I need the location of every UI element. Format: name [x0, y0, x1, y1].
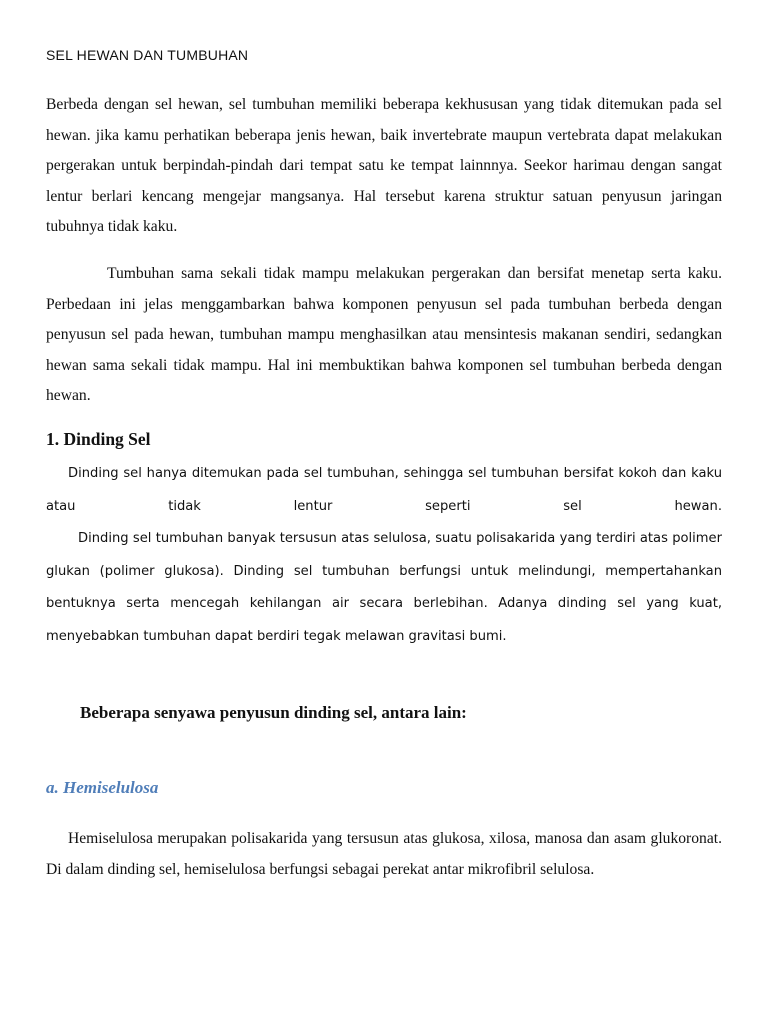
intro-paragraph: Berbeda dengan sel hewan, sel tumbuhan memiliki beberapa kekhususan yang tidak ditemukan pada sel hewan. jika kamu perhatikan beberapa jenis hewan, baik invertebrate maupun vertebrata dapat melakukan pergerakan untuk berpindah-pindah dari tempat satu ke tempat lainnnya. Seekor harimau dengan sangat lentur berlari kencang mengejar mangsanya. Hal tersebut karena struktur satuan penyusun jaringan tubuhnya tidak kaku. [46, 96, 722, 235]
compounds-heading: Beberapa senyawa penyusun dinding sel, antara lain: [80, 703, 467, 722]
cell-wall-paragraph-2: Dinding sel tumbuhan banyak tersusun atas selulosa, suatu polisakarida yang terdiri atas polimer glukan (polimer glukosa). Dinding sel tumbuhan berfungsi untuk melindungi, mempertahankan bentuknya serta mencegah kehilangan air secara berlebihan. Adanya dinding sel yang kuat, menyebabkan tumbuhan dapat berdiri tegak melawan gravitasi bumi. [46, 531, 722, 644]
document-title: SEL HEWAN DAN TUMBUHAN [46, 47, 249, 63]
cell-wall-paragraph-1: Dinding sel hanya ditemukan pada sel tumbuhan, sehingga sel tumbuhan bersifat kokoh dan kaku atau tidak lentur seperti sel hewan. [46, 466, 722, 514]
subsection-heading-hemicellulose: a. Hemiselulosa [46, 778, 159, 797]
section-heading-cell-wall: 1. Dinding Sel [46, 429, 151, 449]
hemicellulose-paragraph: Hemiselulosa merupakan polisakarida yang tersusun atas glukosa, xilosa, manosa dan asam glukoronat. Di dalam dinding sel, hemiselulosa berfungsi sebagai perekat antar mikrofibril selulosa. [46, 830, 722, 878]
plant-paragraph: Tumbuhan sama sekali tidak mampu melakukan pergerakan dan bersifat menetap serta kaku. Perbedaan ini jelas menggambarkan bahwa komponen penyusun sel pada tumbuhan berbeda dengan penyusun sel pada hewan, tumbuhan mampu menghasilkan atau mensintesis makanan sendiri, sedangkan hewan sama sekali tidak mampu. Hal ini membuktikan bahwa komponen sel tumbuhan berbeda dengan hewan. [46, 265, 722, 404]
